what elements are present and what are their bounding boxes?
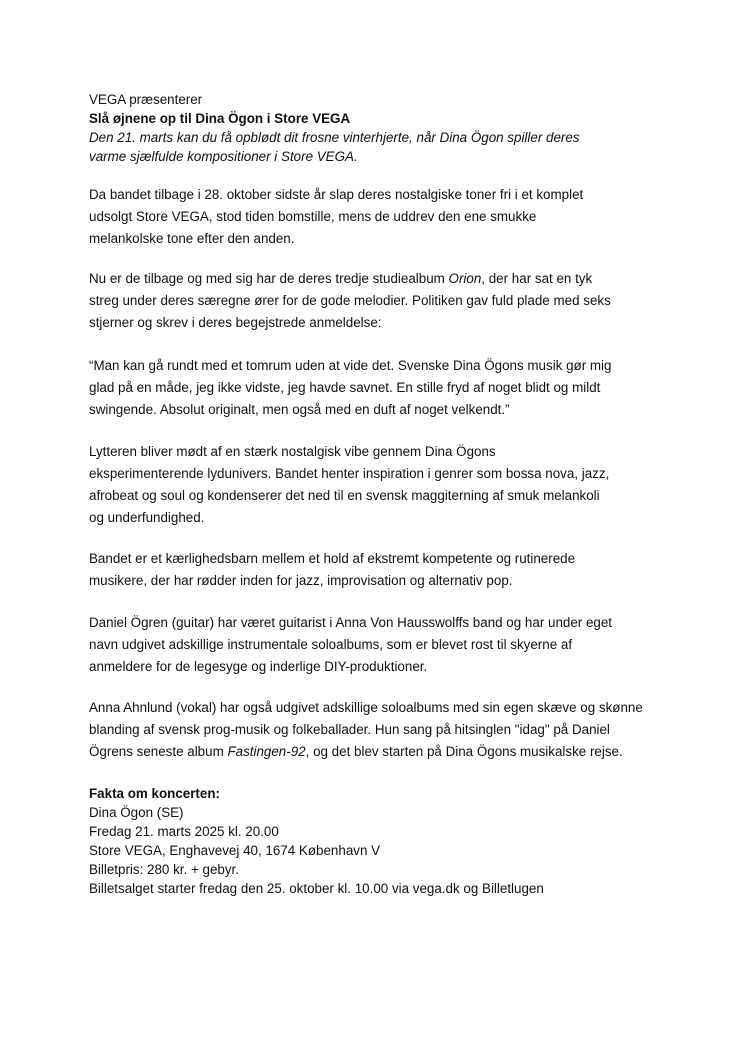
- lead-line-2: varme sjælfulde kompositioner i Store VEGA.: [89, 149, 358, 164]
- paragraph-line: [89, 741, 669, 763]
- article-title: Slå øjnene op til Dina Ögon i Store VEGA: [89, 111, 351, 126]
- facts-venue: Store VEGA, Enghavevej 40, 1674 København V: [89, 843, 381, 858]
- review-quote: [89, 355, 669, 421]
- paragraph-line: afrobeat og soul og kondenserer det ned til en svensk maggiterning af smuk melankoli: [89, 488, 600, 503]
- kicker: VEGA præsenterer: [89, 92, 203, 107]
- paragraph-5: [89, 612, 669, 678]
- album-title-orion: Orion: [448, 271, 482, 286]
- text-run: Ögrens seneste album: [89, 744, 228, 759]
- text-run: , der har sat en tyk: [481, 271, 593, 286]
- album-title-fastingen: Fastingen-92: [227, 744, 306, 759]
- press-header: [89, 90, 669, 166]
- paragraph-line: [89, 268, 669, 290]
- quote-line: glad på en måde, jeg ikke vidste, jeg havde savnet. En stille fryd af noget blidt og mildt: [89, 380, 601, 395]
- paragraph-line: Lytteren bliver mødt af en stærk nostalgisk vibe gennem Dina Ögons: [89, 444, 496, 459]
- facts-heading: Fakta om koncerten:: [89, 786, 220, 801]
- facts-date: Fredag 21. marts 2025 kl. 20.00: [89, 824, 279, 839]
- paragraph-2: [89, 268, 669, 334]
- paragraph-line: streg under deres særegne ører for de gode melodier. Politiken gav fuld plade med seks: [89, 293, 611, 308]
- paragraph-line: udsolgt Store VEGA, stod tiden bomstille, mens de uddrev den ene smukke: [89, 209, 537, 224]
- paragraph-4: [89, 548, 669, 592]
- quote-line: “Man kan gå rundt med et tomrum uden at vide det. Svenske Dina Ögons musik gør mig: [89, 358, 612, 373]
- paragraph-line: Daniel Ögren (guitar) har været guitarist i Anna Von Hausswolffs band og har under eget: [89, 615, 613, 630]
- paragraph-line: og underfundighed.: [89, 510, 205, 525]
- paragraph-line: melankolske tone efter den anden.: [89, 231, 295, 246]
- paragraph-line: blanding af svensk prog-musik og folkeballader. Hun sang på hitsinglen "idag" på Daniel: [89, 722, 610, 737]
- paragraph-line: navn udgivet adskillige instrumentale soloalbums, som er blevet rost til skyerne af: [89, 637, 573, 652]
- paragraph-line: eksperimenterende lydunivers. Bandet henter inspiration i genrer som bossa nova, jazz,: [89, 466, 610, 481]
- paragraph-line: musikere, der har rødder inden for jazz, improvisation og alternativ pop.: [89, 573, 513, 588]
- concert-facts: [89, 784, 669, 898]
- paragraph-line: Bandet er et kærlighedsbarn mellem et hold af ekstremt kompetente og rutinerede: [89, 551, 576, 566]
- text-run: , og det blev starten på Dina Ögons musikalske rejse.: [305, 744, 623, 759]
- facts-price: Billetpris: 280 kr. + gebyr.: [89, 862, 239, 877]
- paragraph-1: [89, 184, 669, 250]
- lead-line-1: Den 21. marts kan du få opblødt dit frosne vinterhjerte, når Dina Ögon spiller deres: [89, 130, 580, 145]
- facts-artist: Dina Ögon (SE): [89, 805, 184, 820]
- paragraph-3: [89, 441, 669, 529]
- paragraph-line: Anna Ahnlund (vokal) har også udgivet adskillige soloalbums med sin egen skæve og skønne: [89, 700, 643, 715]
- paragraph-line: stjerner og skrev i deres begejstrede anmeldelse:: [89, 315, 382, 330]
- paragraph-line: anmeldere for de legesyge og inderlige DIY-produktioner.: [89, 659, 428, 674]
- text-run: Nu er de tilbage og med sig har de deres tredje studiealbum: [89, 271, 449, 286]
- quote-line: swingende. Absolut originalt, men også med en duft af noget velkendt.”: [89, 402, 510, 417]
- paragraph-line: Da bandet tilbage i 28. oktober sidste år slap deres nostalgiske toner fri i et komplet: [89, 187, 584, 202]
- paragraph-6: [89, 697, 669, 763]
- facts-ticket-sale: Billetsalget starter fredag den 25. oktober kl. 10.00 via vega.dk og Billetlugen: [89, 881, 544, 896]
